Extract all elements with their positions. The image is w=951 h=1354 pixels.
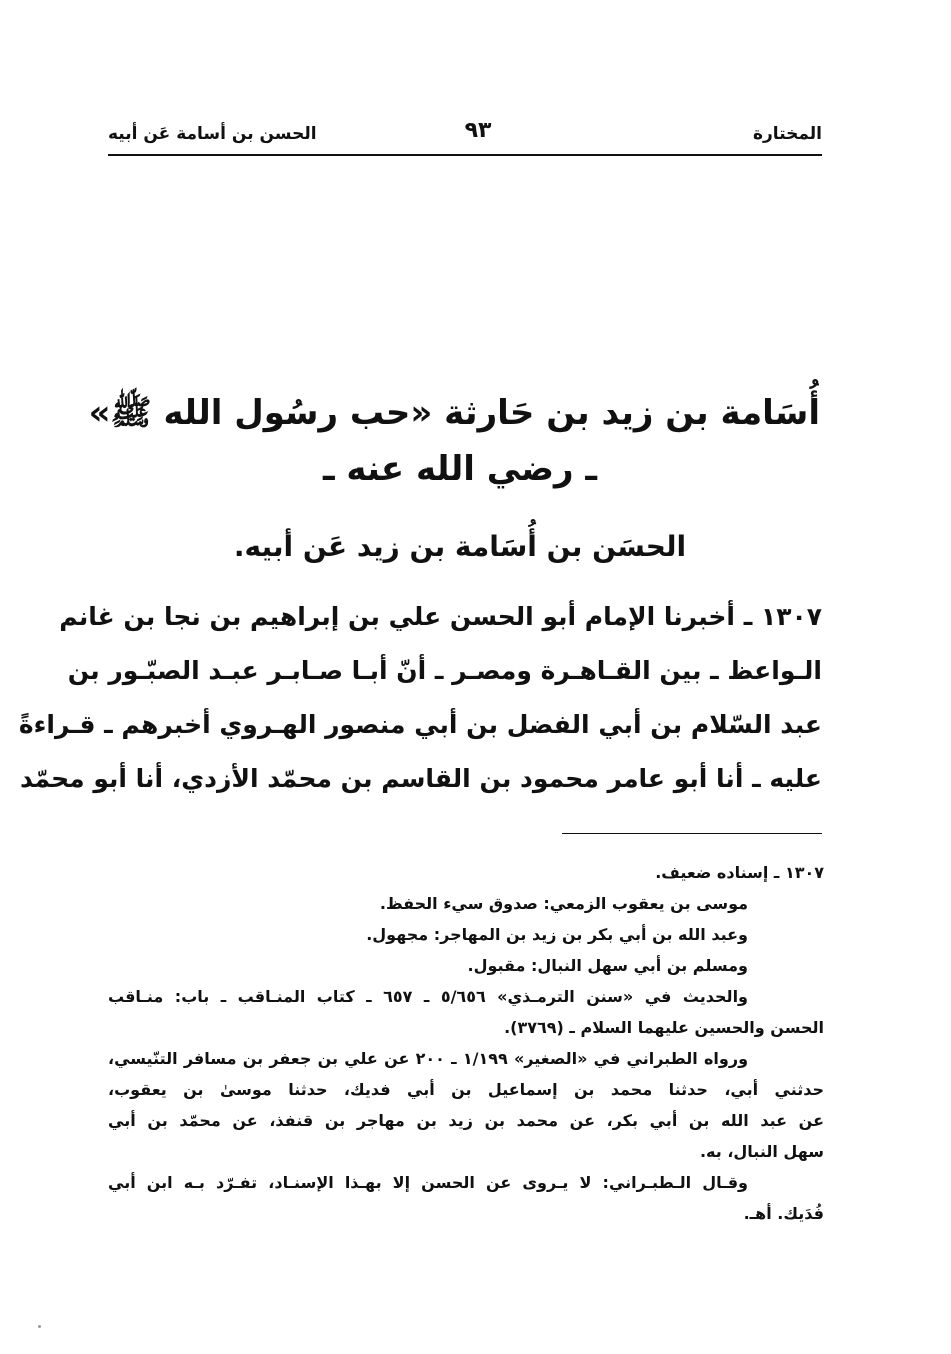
page-number: ٩٣ (464, 118, 492, 143)
footnote-line: سهل النبال، به. (699, 1142, 824, 1161)
chapter-title (88, 385, 820, 497)
footnote-line: ١٣٠٧ ـ إسناده ضعيف. (655, 863, 824, 882)
running-header (108, 118, 822, 154)
footnote-line: وعبد الله بن أبي بكر بن زيد بن المهاجر: مجهول. (366, 925, 748, 944)
footnote-line: ومسلم بن أبي سهل النبال: مقبول. (467, 956, 748, 975)
footnote-line: الحسن والحسين عليهما السلام ـ (٣٧٦٩). (504, 1018, 824, 1037)
header-section-title: الحسن بن أسامة عَن أبيه (108, 124, 317, 144)
header-divider (108, 154, 822, 156)
footnote-line: والحديث في «سنن الترمـذي» ٥/٦٥٦ ـ ٦٥٧ ـ كتاب المنـاقب ـ باب: منـاقب (108, 987, 748, 1006)
section-subtitle: الحسَن بن أُسَامة بن زيد عَن أبيه. (233, 530, 687, 563)
footnote-separator (562, 833, 822, 834)
chapter-title-line-1: أُسَامة بن زيد بن حَارثة «حب رسُول الله ﷺ» (88, 393, 820, 433)
main-text-line: الـواعظ ـ بين القـاهـرة ومصـر ـ أنّ أبـا صـابـر عبـد الصبّـور بن (67, 656, 822, 685)
main-text-line: ١٣٠٧ ـ أخبرنا الإمام أبو الحسن علي بن إبراهيم بن نجا بن غانم (59, 602, 822, 631)
footnote-line: ورواه الطبراني في «الصغير» ١/١٩٩ ـ ٢٠٠ عن علي بن جعفر بن مسافر التنّيسي، (108, 1049, 749, 1068)
footnotes (108, 857, 824, 1229)
header-book-title: المختارة (752, 124, 822, 144)
main-text-line: عليه ـ أنا أبو عامر محمود بن القاسم بن محمّد الأزدي، أنا أبو محمّد (19, 764, 822, 793)
main-text (18, 590, 822, 806)
main-text-line: عبد السّلام بن أبي الفضل بن أبي منصور الهـروي أخبرهم ـ قـراءةً (18, 710, 822, 739)
footnote-line: موسى بن يعقوب الزمعي: صدوق سيء الحفظ. (379, 894, 748, 913)
chapter-title-line-2: ـ رضي الله عنه ـ (322, 449, 598, 489)
footnote-line: وقـال الـطبـراني: لا يـروى عن الحسن إلا بهـذا الإسنـاد، تفـرّد بـه ابن أبي (108, 1173, 748, 1192)
footnote-line: عن عبد الله بن أبي بكر، عن محمد بن زيد بن مهاجر بن قنفذ، عن محمّد بن أبي (108, 1111, 824, 1130)
footnote-line: حدثني أبي، حدثنا محمد بن إسماعيل بن أبي فديك، حدثنا موسىٰ بن يعقوب، (108, 1080, 824, 1099)
scan-speck (38, 1325, 41, 1328)
footnote-line: فُدَيك. أهـ. (743, 1204, 824, 1223)
